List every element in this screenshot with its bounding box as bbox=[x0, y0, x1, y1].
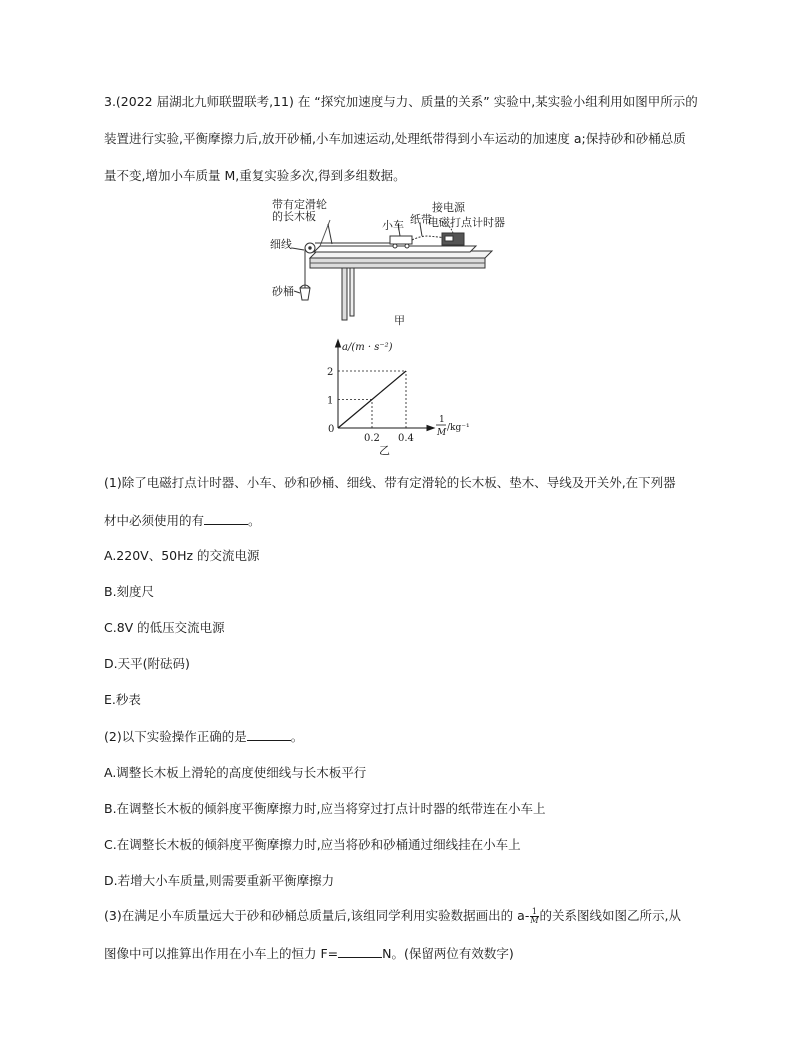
label-tape: 纸带 bbox=[410, 213, 432, 226]
part2-option-a: A.调整长木板上滑轮的高度使细线与长木板平行 bbox=[104, 765, 367, 780]
part3-stem-line-2 bbox=[104, 945, 514, 962]
figure-yi-caption: 乙 bbox=[379, 444, 390, 457]
question-stem-line-3: 量不变,增加小车质量 M,重复实验多次,得到多组数据。 bbox=[104, 168, 406, 183]
cart bbox=[390, 236, 412, 244]
part3-stem-text-a: (3)在满足小车质量远大于砂和砂桶总质量后,该组同学利用实验数据画出的 a- bbox=[104, 908, 530, 923]
part2-option-c: C.在调整长木板的倾斜度平衡摩擦力时,应当将砂和砂桶通过细线挂在小车上 bbox=[104, 837, 521, 852]
part1-stem-line-2 bbox=[104, 512, 261, 529]
label-board-line1: 带有定滑轮 bbox=[272, 198, 327, 211]
part1-answer-blank[interactable] bbox=[204, 512, 248, 525]
question-stem-line-2: 装置进行实验,平衡摩擦力后,放开砂桶,小车加速运动,处理纸带得到小车运动的加速度 a;保持砂和砂桶总质 bbox=[104, 131, 686, 146]
part3-fraction-den: M bbox=[530, 916, 539, 925]
label-string: 细线 bbox=[270, 238, 292, 251]
origin-label: 0 bbox=[328, 424, 335, 435]
part3-stem-text-c: 图像中可以推算出作用在小车上的恒力 F= bbox=[104, 946, 339, 961]
part1-option-d: D.天平(附砝码) bbox=[104, 656, 190, 671]
x-tick-label: 0.2 bbox=[364, 433, 380, 444]
part3-answer-blank[interactable] bbox=[338, 945, 382, 958]
part3-stem-text-b: 的关系图线如图乙所示,从 bbox=[539, 908, 682, 923]
label-board-line2: 的长木板 bbox=[272, 210, 316, 223]
part2-stem-text: (2)以下实验操作正确的是 bbox=[104, 729, 247, 744]
figure-jia-apparatus bbox=[270, 196, 510, 336]
figure-yi-chart bbox=[300, 336, 480, 460]
label-timer: 电磁打点计时器 bbox=[428, 216, 505, 229]
part2-option-b: B.在调整长木板的倾斜度平衡摩擦力时,应当将穿过打点计时器的纸带连在小车上 bbox=[104, 801, 546, 816]
y-axis-label: a/(m · s⁻²) bbox=[342, 342, 393, 353]
part2-stem-end: 。 bbox=[290, 729, 304, 744]
x-axis-label-numerator: 1 bbox=[439, 415, 445, 425]
label-power: 接电源 bbox=[432, 201, 465, 214]
x-tick-label: 0.4 bbox=[398, 433, 414, 444]
part1-stem-line-1: (1)除了电磁打点计时器、小车、砂和砂桶、细线、带有定滑轮的长木板、垫木、导线及开关外,在下列器 bbox=[104, 475, 676, 490]
table-leg bbox=[342, 268, 347, 320]
question-stem-line-1: 3.(2022 届湖北九师联盟联考,11) 在 “探究加速度与力、质量的关系” 实验中,某实验小组利用如图甲所示的 bbox=[104, 94, 698, 109]
part1-option-c: C.8V 的低压交流电源 bbox=[104, 620, 225, 635]
label-cart: 小车 bbox=[382, 219, 404, 232]
part1-option-e: E.秒表 bbox=[104, 692, 141, 707]
figure-jia-caption: 甲 bbox=[394, 314, 405, 327]
part3-stem-line-1 bbox=[104, 908, 681, 925]
part1-option-b: B.刻度尺 bbox=[104, 584, 155, 599]
x-axis-label-denominator: M bbox=[437, 428, 447, 438]
part3-fraction-num: 1 bbox=[531, 907, 537, 916]
part1-option-a: A.220V、50Hz 的交流电源 bbox=[104, 548, 260, 563]
part3-fraction bbox=[530, 908, 538, 925]
part2-answer-blank[interactable] bbox=[247, 728, 291, 741]
part3-stem-text-d: N。(保留两位有效数字) bbox=[382, 946, 514, 961]
x-axis-label-unit: /kg⁻¹ bbox=[447, 423, 470, 433]
table-leg bbox=[350, 268, 354, 316]
part2-option-d: D.若增大小车质量,则需要重新平衡摩擦力 bbox=[104, 873, 335, 888]
part1-stem-text: 材中必须使用的有 bbox=[104, 513, 205, 528]
part1-stem-end: 。 bbox=[248, 513, 261, 528]
label-bucket: 砂桶 bbox=[272, 285, 294, 298]
y-tick-label: 1 bbox=[327, 395, 334, 407]
sand-bucket bbox=[300, 288, 310, 300]
part2-stem bbox=[104, 728, 303, 745]
y-tick-label: 2 bbox=[327, 367, 334, 378]
